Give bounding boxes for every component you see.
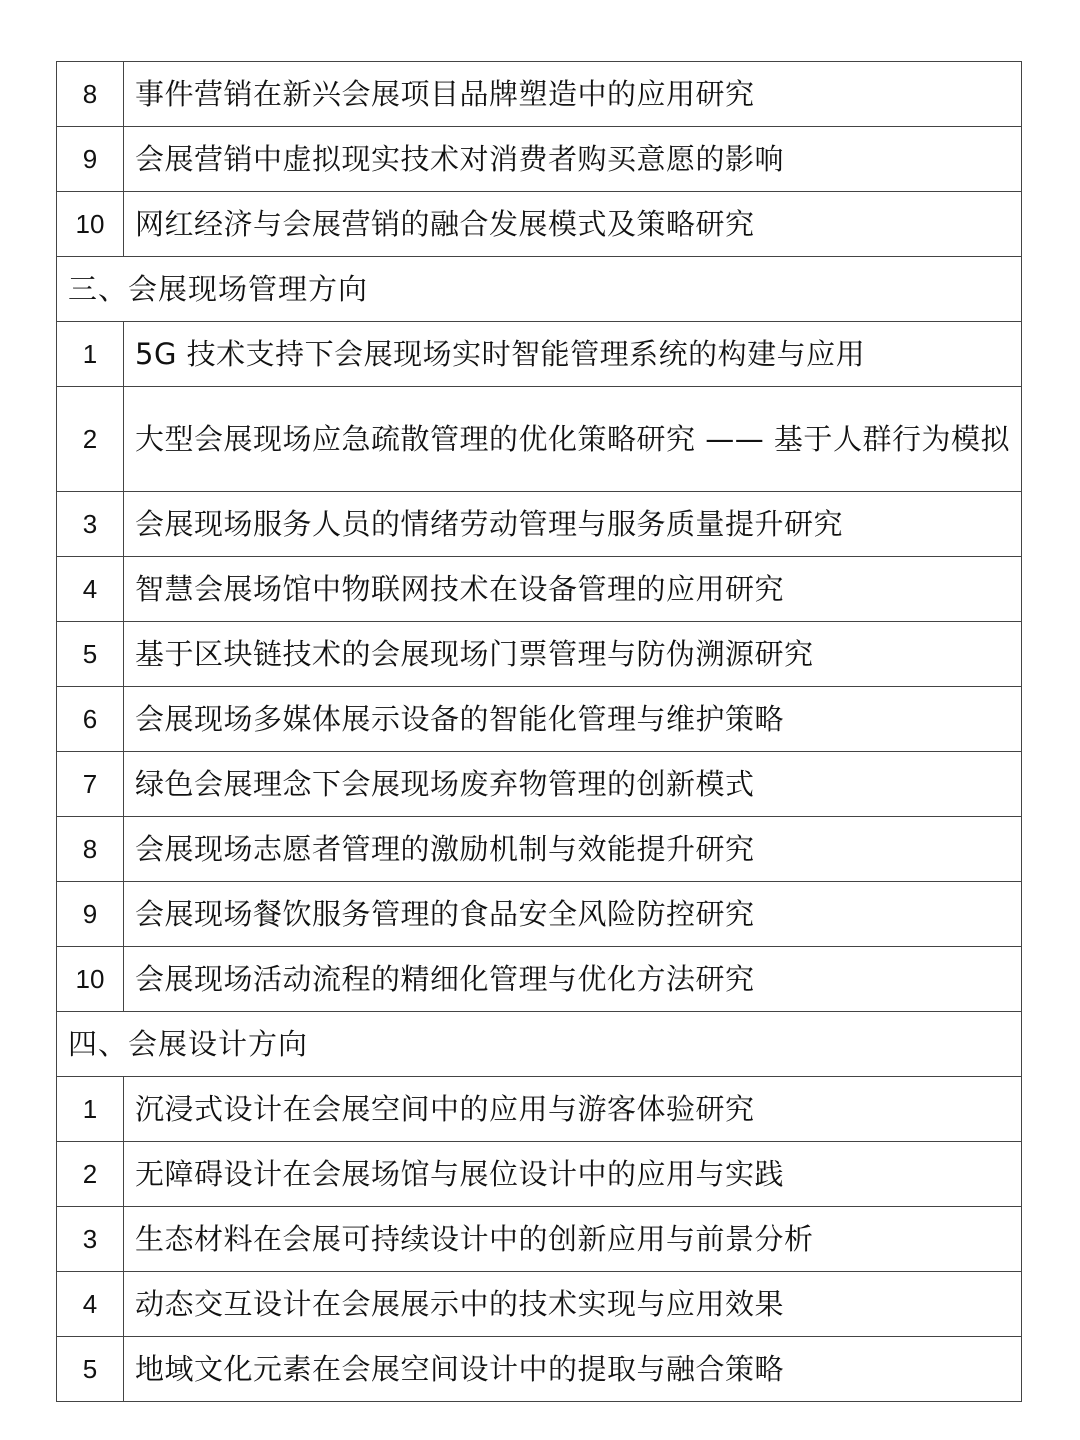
topic-title: 会展现场餐饮服务管理的食品安全风险防控研究 [124,882,1022,947]
table-row [57,387,1022,492]
row-number: 5 [57,1337,124,1402]
row-number: 9 [57,127,124,192]
row-number: 10 [57,947,124,1012]
row-number: 1 [57,322,124,387]
section-title: 四、会展设计方向 [57,1012,1022,1077]
row-number: 4 [57,557,124,622]
row-number: 7 [57,752,124,817]
row-number: 5 [57,622,124,687]
table-row [57,687,1022,752]
topic-title: 绿色会展理念下会展现场废弃物管理的创新模式 [124,752,1022,817]
table-row [57,882,1022,947]
table-row [57,817,1022,882]
topic-title: 无障碍设计在会展场馆与展位设计中的应用与实践 [124,1142,1022,1207]
section-title: 三、会展现场管理方向 [57,257,1022,322]
row-number: 2 [57,1142,124,1207]
topic-title: 大型会展现场应急疏散管理的优化策略研究 —— 基于人群行为模拟 [124,387,1022,492]
row-number: 1 [57,1077,124,1142]
topic-title: 网红经济与会展营销的融合发展模式及策略研究 [124,192,1022,257]
row-number: 2 [57,387,124,492]
row-number: 6 [57,687,124,752]
topic-title: 会展现场多媒体展示设备的智能化管理与维护策略 [124,687,1022,752]
row-number: 9 [57,882,124,947]
row-number: 10 [57,192,124,257]
topic-title: 会展现场志愿者管理的激励机制与效能提升研究 [124,817,1022,882]
row-number: 3 [57,1207,124,1272]
table-row [57,557,1022,622]
topic-title: 会展现场活动流程的精细化管理与优化方法研究 [124,947,1022,1012]
table-row [57,1207,1022,1272]
topic-title: 会展营销中虚拟现实技术对消费者购买意愿的影响 [124,127,1022,192]
row-number: 4 [57,1272,124,1337]
row-number: 3 [57,492,124,557]
topic-title: 基于区块链技术的会展现场门票管理与防伪溯源研究 [124,622,1022,687]
table-row [57,752,1022,817]
topic-title: 事件营销在新兴会展项目品牌塑造中的应用研究 [124,62,1022,127]
table-row [57,1272,1022,1337]
table-row [57,1077,1022,1142]
topic-title: 会展现场服务人员的情绪劳动管理与服务质量提升研究 [124,492,1022,557]
row-number: 8 [57,817,124,882]
topic-title: 沉浸式设计在会展空间中的应用与游客体验研究 [124,1077,1022,1142]
table-row [57,947,1022,1012]
table-row [57,1142,1022,1207]
topic-title: 地域文化元素在会展空间设计中的提取与融合策略 [124,1337,1022,1402]
table-row [57,492,1022,557]
section-header-row [57,257,1022,322]
table-row [57,192,1022,257]
topic-title: 5G 技术支持下会展现场实时智能管理系统的构建与应用 [124,322,1022,387]
section-header-row [57,1012,1022,1077]
topic-table [56,61,1022,1402]
topic-title: 动态交互设计在会展展示中的技术实现与应用效果 [124,1272,1022,1337]
table-row [57,62,1022,127]
table-row [57,322,1022,387]
topic-table-body [57,62,1022,1402]
table-row [57,622,1022,687]
table-row [57,127,1022,192]
topic-title: 智慧会展场馆中物联网技术在设备管理的应用研究 [124,557,1022,622]
topic-title: 生态材料在会展可持续设计中的创新应用与前景分析 [124,1207,1022,1272]
row-number: 8 [57,62,124,127]
table-row [57,1337,1022,1402]
